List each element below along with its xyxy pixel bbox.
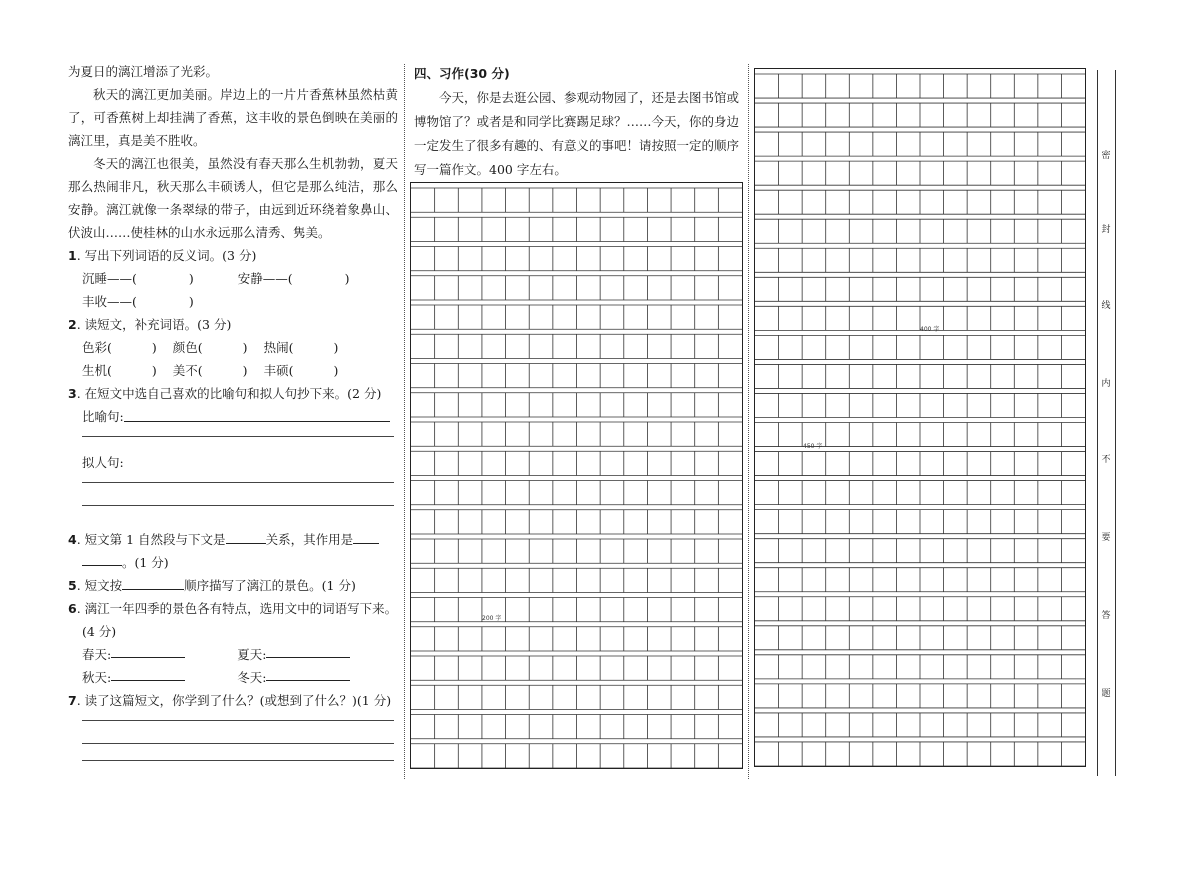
binding-char: 答 bbox=[1101, 611, 1111, 621]
q2-row2 bbox=[68, 359, 398, 382]
passage-line0: 为夏日的漓江增添了光彩。 bbox=[68, 64, 219, 79]
q3-simile-row bbox=[68, 405, 398, 428]
question-1: 1. 写出下列词语的反义词。(3 分) bbox=[68, 248, 257, 263]
question-2: 2. 读短文，补充词语。(3 分) bbox=[68, 317, 232, 332]
binding-char: 内 bbox=[1101, 379, 1111, 389]
binding-line bbox=[1115, 70, 1116, 776]
q2-w4: 生机( ) bbox=[82, 363, 157, 378]
section-title: 四、习作(30 分) bbox=[414, 66, 510, 81]
q6-score: (4 分) bbox=[82, 624, 117, 639]
q6-row1 bbox=[68, 643, 398, 666]
q6-summer-blank[interactable] bbox=[266, 643, 350, 658]
passage-winter: 冬天的漓江也很美，虽然没有春天那么生机勃勃，夏天那么热闹非凡，秋天那么丰硕诱人，但它是那么纯洁，那么安静。漓江就像一条翠绿的带子，由远到近环绕着象鼻山、伏波山……使桂林的山水永远那么清秀、隽美。 bbox=[68, 156, 398, 240]
q6-summer-label: 夏天: bbox=[237, 647, 267, 662]
q7-answer-line[interactable] bbox=[82, 743, 394, 744]
binding-char: 封 bbox=[1101, 225, 1111, 235]
q3-personify-row bbox=[68, 451, 398, 474]
q2-w3: 热闹( ) bbox=[263, 340, 339, 355]
q3-answer-line[interactable] bbox=[82, 505, 394, 506]
grid-lines bbox=[411, 183, 742, 768]
q2-w2: 颜色( ) bbox=[172, 340, 248, 355]
q7-answer-line[interactable] bbox=[82, 720, 394, 721]
question-4: 4. 短文第 1 自然段与下文是 关系，其作用是 bbox=[68, 528, 398, 551]
question-6: 6. 漓江一年四季的景色各有特点，选用文中的词语写下来。 bbox=[68, 601, 398, 616]
q6-winter-blank[interactable] bbox=[266, 666, 350, 681]
question-3: 3. 在短文中选自己喜欢的比喻句和拟人句抄下来。(2 分) bbox=[68, 386, 382, 401]
word-count-mark-200: 200 字 bbox=[482, 615, 502, 622]
q2-row1 bbox=[68, 336, 398, 359]
composition-grid-2[interactable] bbox=[754, 68, 1086, 767]
q4-blank1[interactable] bbox=[226, 529, 266, 544]
q4-blank2[interactable] bbox=[353, 529, 379, 544]
q6-spring-blank[interactable] bbox=[111, 643, 185, 658]
binding-char: 要 bbox=[1101, 533, 1111, 543]
binding-strip bbox=[1097, 70, 1115, 776]
q4-row2: 。(1 分) bbox=[68, 551, 398, 574]
q1-row1 bbox=[68, 267, 398, 290]
binding-char: 密 bbox=[1101, 151, 1111, 161]
q2-w1: 色彩( ) bbox=[82, 340, 157, 355]
q6-autumn-label: 秋天: bbox=[82, 670, 112, 685]
question-5: 5. 短文按 顺序描写了漓江的景色。(1 分) bbox=[68, 574, 398, 597]
q3-simile-line[interactable] bbox=[124, 407, 390, 422]
q1-c: 丰收——( ) bbox=[82, 294, 194, 309]
composition-grid-1[interactable] bbox=[410, 182, 743, 769]
q6-row2 bbox=[68, 666, 398, 689]
q1-b: 安静——( ) bbox=[237, 271, 350, 286]
q2-w6: 丰硕( ) bbox=[263, 363, 339, 378]
binding-char: 线 bbox=[1101, 301, 1111, 311]
q3-answer-line[interactable] bbox=[82, 436, 394, 437]
q7-answer-line[interactable] bbox=[82, 760, 394, 761]
binding-char: 不 bbox=[1101, 455, 1111, 465]
grid-lines bbox=[755, 69, 1085, 766]
q3-personify-label: 拟人句: bbox=[82, 455, 124, 470]
reading-column bbox=[68, 60, 398, 781]
writing-prompt: 今天，你是去逛公园、参观动物园了，还是去图书馆或博物馆了？或者是和同学比赛踢足球？……今天，你的身边一定发生了很多有趣的、有意义的事吧！请按照一定的顺序写一篇作文。400 字左右。 bbox=[414, 90, 740, 177]
question-7: 7. 读了这篇短文，你学到了什么？(或想到了什么？)(1 分) bbox=[68, 693, 392, 708]
q3-answer-line[interactable] bbox=[82, 482, 394, 483]
binding-char: 题 bbox=[1101, 689, 1111, 699]
q3-simile-label: 比喻句: bbox=[82, 409, 124, 424]
q6-winter-label: 冬天: bbox=[237, 670, 267, 685]
column-divider bbox=[404, 64, 405, 779]
passage-autumn: 秋天的漓江更加美丽。岸边上的一片片香蕉林虽然枯黄了，可香蕉树上却挂满了香蕉，这丰收的景色倒映在美丽的漓江里，真是美不胜收。 bbox=[68, 87, 398, 148]
q1-a: 沉睡——( ) bbox=[82, 271, 194, 286]
q6-autumn-blank[interactable] bbox=[111, 666, 185, 681]
q4-blank3[interactable] bbox=[82, 551, 122, 566]
word-count-mark-450: 450 字 bbox=[803, 443, 823, 450]
q5-blank[interactable] bbox=[122, 575, 184, 590]
q6-spring-label: 春天: bbox=[82, 647, 112, 662]
q1-row2 bbox=[68, 290, 398, 313]
column-divider bbox=[748, 64, 749, 779]
word-count-mark-400: 400 字 bbox=[920, 326, 940, 333]
q2-w5: 美不( ) bbox=[172, 363, 248, 378]
binding-line bbox=[1097, 70, 1098, 776]
